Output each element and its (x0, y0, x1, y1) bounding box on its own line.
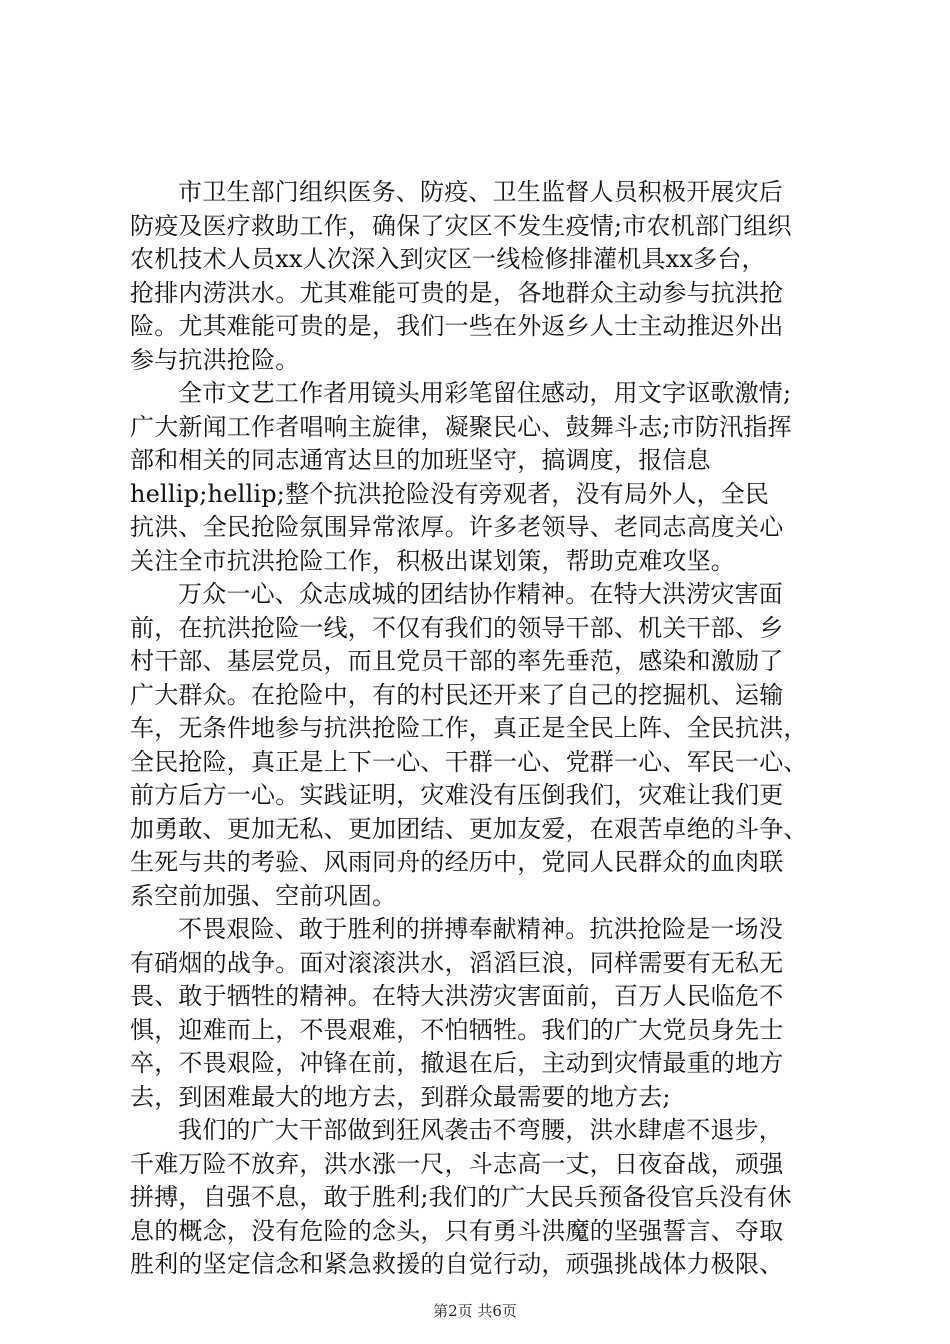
text-line: 生死与共的考验、风雨同舟的经历中，党同人民群众的血肉联 (130, 848, 784, 876)
text-line: 畏、敢于牺牲的精神。在特大洪涝灾害面前，百万人民临危不 (130, 982, 784, 1010)
text-line: 市卫生部门组织医务、防疫、卫生监督人员积极开展灾后 (178, 178, 783, 206)
text-line: 息的概念，没有危险的念头，只有勇斗洪魔的坚强誓言、夺取 (130, 1216, 784, 1245)
text-line: 部和相关的同志通宵达旦的加班坚守，搞调度，报信息 (130, 446, 711, 474)
page-number-footer: 第2页 共6页 (433, 1302, 517, 1320)
text-line: 农机技术人员xx人次深入到灾区一线检修排灌机具xx多台， (130, 245, 766, 273)
text-line: 我们的广大干部做到狂风袭击不弯腰，洪水肆虐不退步， (178, 1116, 783, 1144)
text-line: 万众一心、众志成城的团结协作精神。在特大洪涝灾害面 (178, 580, 783, 608)
text-line: 广大群众。在抢险中，有的村民还开来了自己的挖掘机、运输 (130, 680, 784, 709)
body-text (130, 176, 822, 1282)
text-line: 险。尤其难能可贵的是，我们一些在外返乡人士主动推迟外出 (130, 312, 784, 340)
text-line: 有硝烟的战争。面对滚滚洪水，滔滔巨浪，同样需要有无私无 (130, 948, 784, 977)
text-line: 参与抗洪抢险。 (130, 345, 300, 374)
text-line: hellip;hellip;整个抗洪抢险没有旁观者，没有局外人，全民 (130, 479, 770, 508)
text-line: 加勇敢、更加无私、更加团结、更加友爱，在艰苦卓绝的斗争、 (130, 814, 808, 843)
text-line: 抗洪、全民抢险氛围异常浓厚。许多老领导、老同志高度关心 (130, 513, 784, 541)
text-line: 不畏艰险、敢于胜利的拼搏奉献精神。抗洪抢险是一场没 (178, 915, 783, 943)
text-line: 抢排内涝洪水。尤其难能可贵的是，各地群众主动参与抗洪抢 (130, 278, 784, 307)
text-line: 全市文艺工作者用镜头用彩笔留住感动，用文字讴歌激情; (178, 379, 792, 407)
text-line: 广大新闻工作者唱响主旋律，凝聚民心、鼓舞斗志;市防汛指挥 (130, 412, 792, 441)
text-line: 千难万险不放弃，洪水涨一尺，斗志高一丈，日夜奋战，顽强 (130, 1149, 784, 1178)
text-line: 拼搏，自强不息，敢于胜利;我们的广大民兵预备役官兵没有休 (130, 1183, 792, 1211)
text-line: 车，无条件地参与抗洪抢险工作，真正是全民上阵、全民抗洪， (130, 714, 808, 742)
text-line: 系空前加强、空前巩固。 (130, 881, 397, 910)
text-line: 全民抢险，真正是上下一心、干群一心、党群一心、军民一心、 (130, 747, 808, 776)
text-line: 前，在抗洪抢险一线，不仅有我们的领导干部、机关干部、乡 (130, 613, 784, 642)
text-line: 卒，不畏艰险，冲锋在前，撤退在后，主动到灾情最重的地方 (130, 1049, 784, 1077)
text-line: 惧，迎难而上，不畏艰难，不怕牺牲。我们的广大党员身先士 (130, 1015, 784, 1044)
text-line: 去，到困难最大的地方去，到群众最需要的地方去; (130, 1082, 671, 1111)
text-line: 关注全市抗洪抢险工作，积极出谋划策，帮助克难攻坚。 (130, 546, 735, 575)
text-line: 前方后方一心。实践证明，灾难没有压倒我们，灾难让我们更 (130, 781, 784, 809)
text-line: 胜利的坚定信念和紧急救援的自觉行动，顽强挑战体力极限、 (130, 1250, 784, 1278)
text-line: 村干部、基层党员，而且党员干部的率先垂范，感染和激励了 (130, 647, 784, 675)
text-line: 防疫及医疗救助工作，确保了灾区不发生疫情;市农机部门组织 (130, 211, 792, 240)
